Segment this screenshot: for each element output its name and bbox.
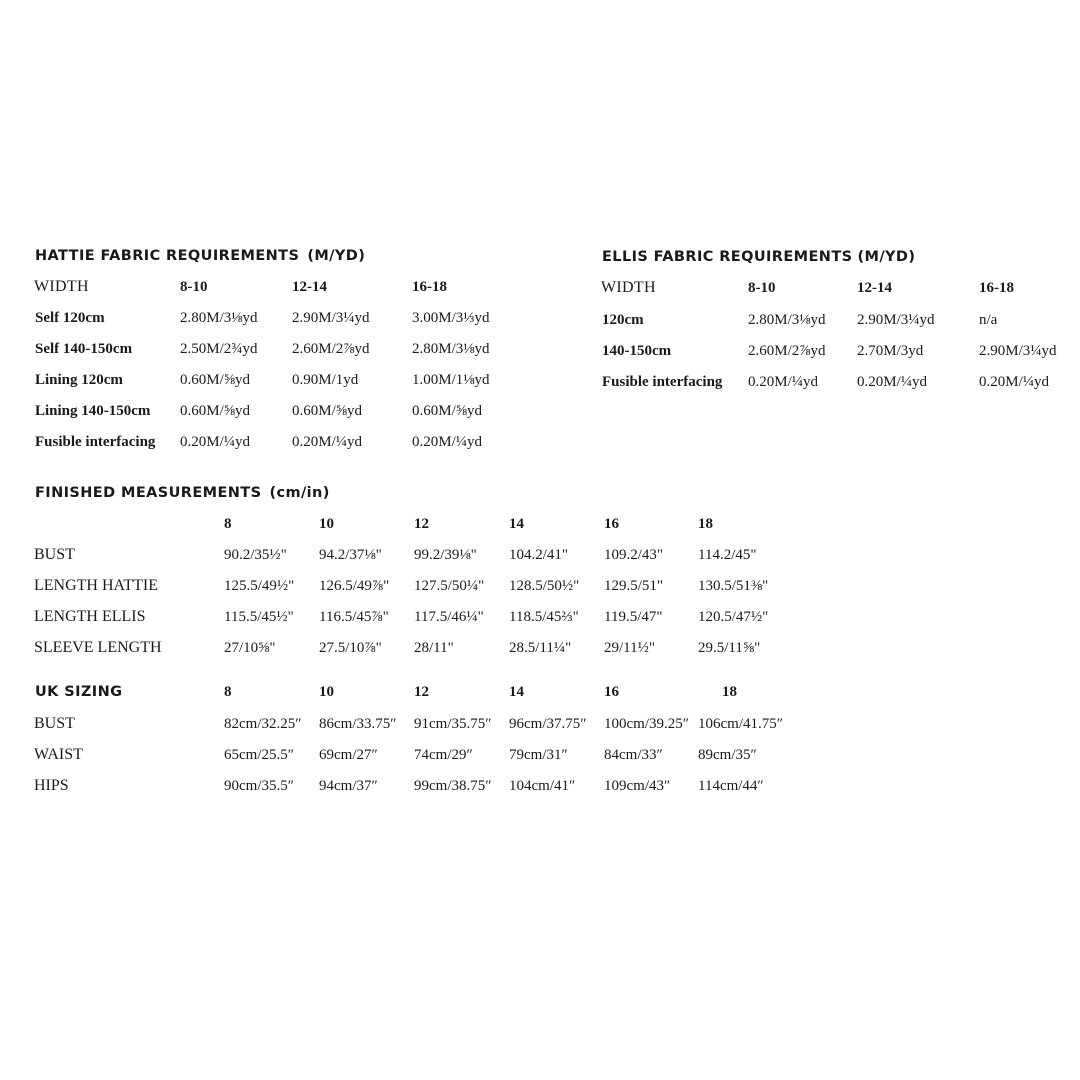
uk-row-label: BUST xyxy=(34,715,75,732)
uk-cell: 79cm/31″ xyxy=(509,747,568,763)
ellis-cell: 0.20M/¼yd xyxy=(857,374,928,390)
ellis-cell: 2.90M/3¼yd xyxy=(979,343,1057,359)
finished-cell: 28.5/11¼" xyxy=(509,640,572,656)
hattie-row-label: Self 140-150cm xyxy=(35,341,133,357)
uk-cell: 86cm/33.75″ xyxy=(319,716,397,732)
ellis-cell: 2.80M/3⅛yd xyxy=(748,312,826,328)
hattie-title xyxy=(35,248,365,264)
finished-cell: 128.5/50½" xyxy=(509,578,580,594)
uk-col-header: 12 xyxy=(414,684,429,700)
ellis-title-text: ELLIS FABRIC REQUIREMENTS xyxy=(602,249,853,265)
hattie-cell: 1.00M/1⅛yd xyxy=(412,372,490,388)
finished-col-header: 10 xyxy=(319,516,334,532)
uk-cell: 94cm/37″ xyxy=(319,778,378,794)
uk-cell: 91cm/35.75″ xyxy=(414,716,492,732)
hattie-cell: 2.90M/3¼yd xyxy=(292,310,370,326)
ellis-col-header: 12-14 xyxy=(857,280,892,296)
ellis-cell: n/a xyxy=(979,312,998,328)
hattie-row-label: Lining 140-150cm xyxy=(35,403,151,419)
finished-cell: 118.5/45⅔" xyxy=(509,609,579,625)
finished-cell: 99.2/39⅛" xyxy=(414,547,477,563)
finished-cell: 109.2/43" xyxy=(604,547,664,563)
uk-cell: 65cm/25.5″ xyxy=(224,747,294,763)
uk-col-header: 8 xyxy=(224,684,232,700)
hattie-col-header: 8-10 xyxy=(180,279,208,295)
hattie-cell: 0.60M/⅝yd xyxy=(292,403,363,419)
finished-cell: 29.5/11⅝" xyxy=(698,640,761,656)
uk-cell: 89cm/35″ xyxy=(698,747,757,763)
ellis-cell: 2.90M/3¼yd xyxy=(857,312,935,328)
uk-cell: 99cm/38.75″ xyxy=(414,778,492,794)
uk-cell: 96cm/37.75″ xyxy=(509,716,587,732)
ellis-col-header: 16-18 xyxy=(979,280,1014,296)
uk-cell: 104cm/41″ xyxy=(509,778,576,794)
finished-row-label: LENGTH ELLIS xyxy=(34,608,146,625)
uk-col-header: 14 xyxy=(509,684,524,700)
hattie-cell: 3.00M/3⅓yd xyxy=(412,310,490,326)
hattie-row-label: Fusible interfacing xyxy=(35,434,156,450)
hattie-row-label: Self 120cm xyxy=(35,310,105,326)
ellis-cell: 0.20M/¼yd xyxy=(748,374,819,390)
ellis-title xyxy=(602,249,915,265)
finished-row-label: SLEEVE LENGTH xyxy=(34,639,162,656)
hattie-col-header: 12-14 xyxy=(292,279,327,295)
ellis-cell: 0.20M/¼yd xyxy=(979,374,1050,390)
finished-unit: (cm/in) xyxy=(269,485,330,501)
finished-row-label: LENGTH HATTIE xyxy=(34,577,158,594)
uk-col-header: 18 xyxy=(722,684,737,700)
finished-col-header: 16 xyxy=(604,516,619,532)
uk-cell: 84cm/33″ xyxy=(604,747,663,763)
finished-title xyxy=(35,485,330,501)
finished-col-header: 14 xyxy=(509,516,524,532)
uk-col-header: 16 xyxy=(604,684,619,700)
finished-cell: 126.5/49⅞" xyxy=(319,578,390,594)
finished-cell: 116.5/45⅞" xyxy=(319,609,389,625)
hattie-row-label: Lining 120cm xyxy=(35,372,123,388)
finished-title-text: FINISHED MEASUREMENTS xyxy=(35,485,262,501)
hattie-cell: 0.60M/⅝yd xyxy=(412,403,483,419)
finished-col-header: 12 xyxy=(414,516,429,532)
hattie-cell: 2.60M/2⅞yd xyxy=(292,341,370,357)
uk-row-label: WAIST xyxy=(34,746,83,763)
hattie-unit: (M/YD) xyxy=(307,248,366,264)
finished-cell: 130.5/51⅜" xyxy=(698,578,769,594)
hattie-cell: 2.80M/3⅛yd xyxy=(412,341,490,357)
ellis-col-header: 8-10 xyxy=(748,280,776,296)
uk-cell: 82cm/32.25″ xyxy=(224,716,302,732)
finished-cell: 119.5/47" xyxy=(604,609,663,625)
ellis-cell: 2.70M/3yd xyxy=(857,343,924,359)
finished-cell: 94.2/37⅛" xyxy=(319,547,382,563)
ellis-unit: (M/YD) xyxy=(857,249,916,265)
hattie-cell: 0.20M/¼yd xyxy=(292,434,363,450)
uk-cell: 74cm/29″ xyxy=(414,747,473,763)
finished-cell: 28/11" xyxy=(414,640,454,656)
finished-cell: 114.2/45" xyxy=(698,547,757,563)
hattie-cell: 0.20M/¼yd xyxy=(180,434,251,450)
finished-cell: 90.2/35½" xyxy=(224,547,287,563)
finished-cell: 27/10⅝" xyxy=(224,640,276,656)
uk-cell: 90cm/35.5″ xyxy=(224,778,294,794)
ellis-width-label: WIDTH xyxy=(601,279,656,296)
ellis-row-label: 120cm xyxy=(602,312,644,328)
uk-sizing-title: UK SIZING xyxy=(35,684,123,700)
hattie-col-header: 16-18 xyxy=(412,279,447,295)
uk-col-header: 10 xyxy=(319,684,334,700)
finished-col-header: 18 xyxy=(698,516,713,532)
uk-row-label: HIPS xyxy=(34,777,69,794)
finished-cell: 127.5/50¼" xyxy=(414,578,485,594)
finished-cell: 120.5/47½" xyxy=(698,609,769,625)
finished-row-label: BUST xyxy=(34,546,75,563)
ellis-cell: 2.60M/2⅞yd xyxy=(748,343,826,359)
hattie-cell: 2.80M/3⅛yd xyxy=(180,310,258,326)
finished-cell: 29/11½" xyxy=(604,640,655,656)
finished-cell: 125.5/49½" xyxy=(224,578,295,594)
finished-cell: 129.5/51" xyxy=(604,578,664,594)
hattie-cell: 2.50M/2¾yd xyxy=(180,341,258,357)
hattie-cell: 0.20M/¼yd xyxy=(412,434,483,450)
finished-cell: 104.2/41" xyxy=(509,547,569,563)
ellis-row-label: 140-150cm xyxy=(602,343,672,359)
finished-cell: 115.5/45½" xyxy=(224,609,294,625)
uk-cell: 109cm/43″ xyxy=(604,778,671,794)
hattie-title-text: HATTIE FABRIC REQUIREMENTS xyxy=(35,248,300,264)
finished-cell: 27.5/10⅞" xyxy=(319,640,382,656)
uk-cell: 114cm/44″ xyxy=(698,778,764,794)
finished-cell: 117.5/46¼" xyxy=(414,609,484,625)
hattie-cell: 0.60M/⅝yd xyxy=(180,403,251,419)
uk-cell: 100cm/39.25″ xyxy=(604,716,689,732)
ellis-row-label: Fusible interfacing xyxy=(602,374,723,390)
hattie-cell: 0.90M/1yd xyxy=(292,372,359,388)
finished-col-header: 8 xyxy=(224,516,232,532)
uk-cell: 69cm/27″ xyxy=(319,747,378,763)
uk-cell: 106cm/41.75″ xyxy=(698,716,783,732)
hattie-width-label: WIDTH xyxy=(34,278,89,295)
hattie-cell: 0.60M/⅝yd xyxy=(180,372,251,388)
